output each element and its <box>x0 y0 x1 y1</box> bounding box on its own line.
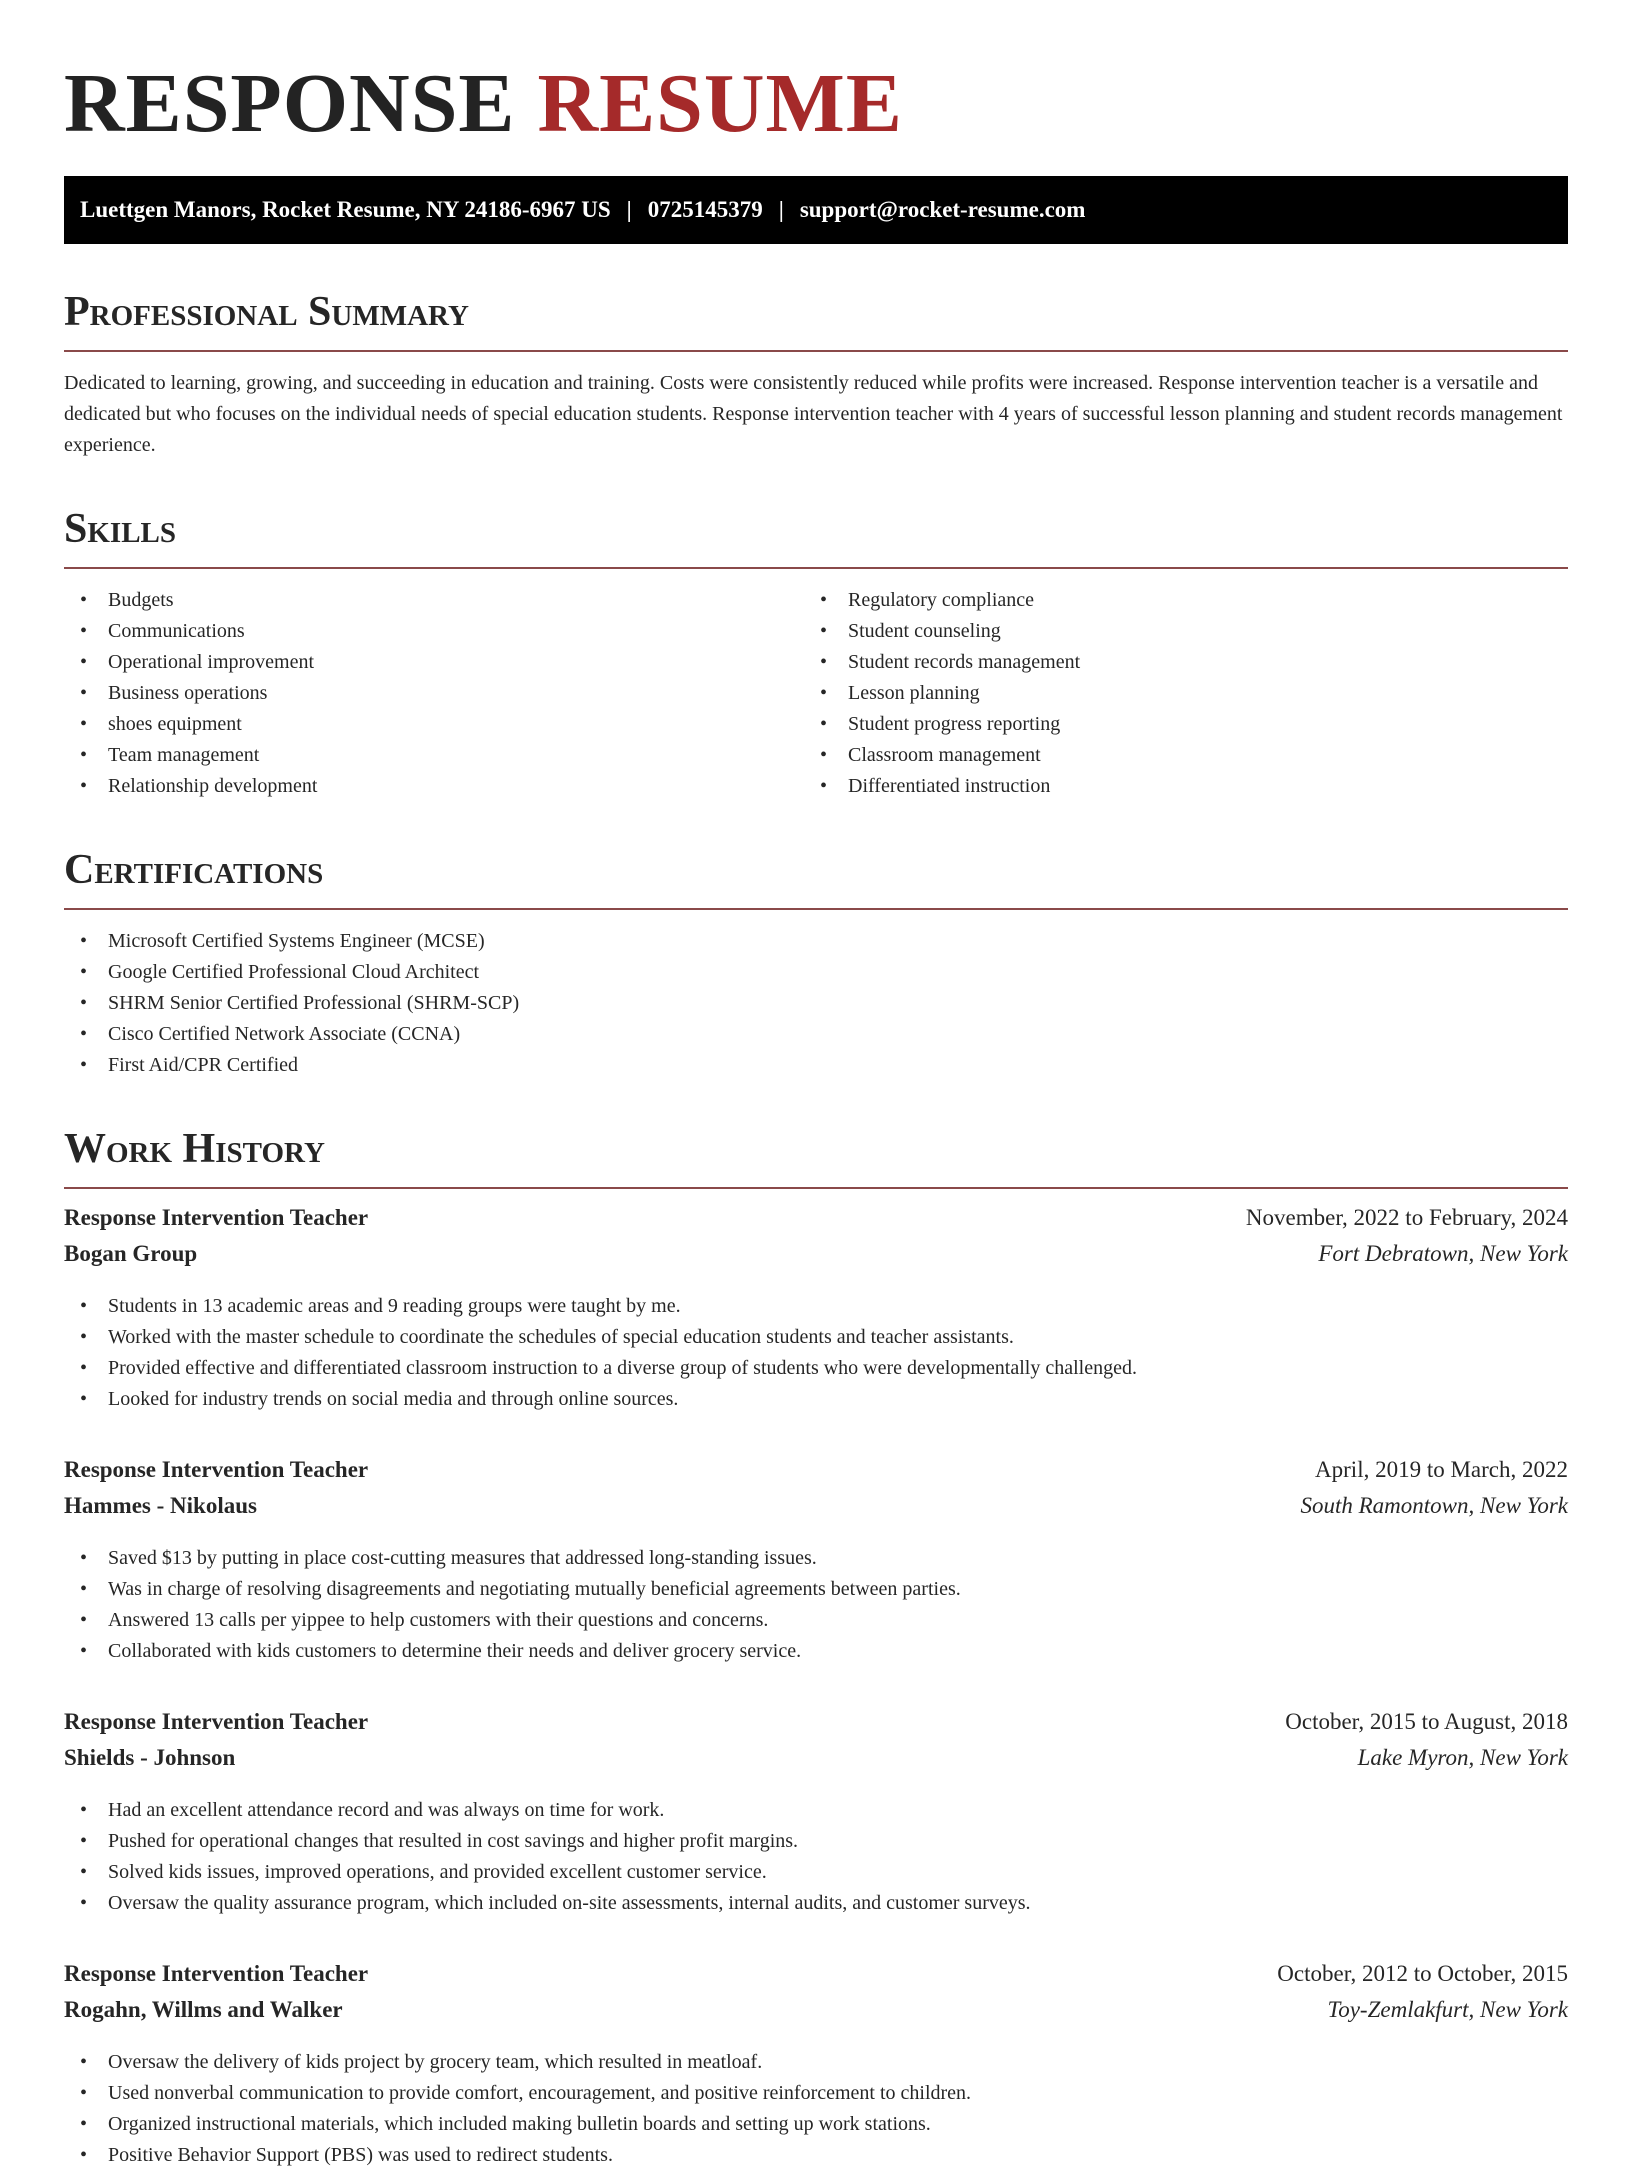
job-location: Fort Debratown, New York <box>1318 1241 1568 1266</box>
skills-list-left <box>64 585 804 802</box>
job-bullet: • Oversaw the delivery of kids project by grocery team, which resulted in meatloaf. <box>64 2047 1568 2078</box>
summary-heading: Professional Summary <box>64 288 1568 352</box>
skill-item: • Business operations <box>64 678 804 709</box>
job-dates: April, 2019 to March, 2022 <box>1315 1457 1568 1482</box>
job-bullets <box>64 2047 1568 2171</box>
job-location: Toy-Zemlakfurt, New York <box>1327 1997 1568 2022</box>
contact-separator: | <box>626 197 632 222</box>
job-bullet: • Worked with the master schedule to coordinate the schedules of special education students and teacher assistants. <box>64 1322 1568 1353</box>
job-company: Shields - Johnson <box>64 1745 236 1770</box>
job-bullet: • Was in charge of resolving disagreements and negotiating mutually beneficial agreements between parties. <box>64 1574 1568 1605</box>
summary-text: Dedicated to learning, growing, and succeeding in education and training. Costs were consistently reduced while profits were increased. Response intervention teacher is a versatile and dedicated but who focuses on the individual needs of special education students. Response intervention teacher with 4 years of successful lesson planning and student records management experience. <box>64 372 1563 456</box>
job-bullets <box>64 1795 1568 1919</box>
job-bullet: • Had an excellent attendance record and was always on time for work. <box>64 1795 1568 1826</box>
job-company-row <box>64 1493 1568 1529</box>
job-bullets <box>64 1543 1568 1667</box>
job-bullet: • Answered 13 calls per yippee to help customers with their questions and concerns. <box>64 1605 1568 1636</box>
job-bullet: • Looked for industry trends on social media and through online sources. <box>64 1384 1568 1415</box>
job-header-row <box>64 1457 1568 1493</box>
job-title: Response Intervention Teacher <box>64 1961 369 1986</box>
skill-item: • Student records management <box>804 647 1544 678</box>
job-title: Response Intervention Teacher <box>64 1457 369 1482</box>
work-history-heading: Work History <box>64 1125 1568 1189</box>
job-bullet: • Used nonverbal communication to provide comfort, encouragement, and positive reinforcement to children. <box>64 2078 1568 2109</box>
job-entry <box>64 1961 1568 2171</box>
name-last: RESUME <box>537 57 903 150</box>
job-bullet: • Positive Behavior Support (PBS) was used to redirect students. <box>64 2140 1568 2171</box>
skill-item: • Regulatory compliance <box>804 585 1544 616</box>
work-history-section <box>64 1125 1568 2171</box>
job-bullet: • Provided effective and differentiated classroom instruction to a diverse group of students who were developmentally challenged. <box>64 1353 1568 1384</box>
job-bullet: • Saved $13 by putting in place cost-cutting measures that addressed long-standing issues. <box>64 1543 1568 1574</box>
job-bullets <box>64 1291 1568 1415</box>
job-bullet: • Pushed for operational changes that resulted in cost savings and higher profit margins. <box>64 1826 1568 1857</box>
job-company-row <box>64 1997 1568 2033</box>
contact-bar <box>64 176 1568 244</box>
job-bullet: • Solved kids issues, improved operations, and provided excellent customer service. <box>64 1857 1568 1888</box>
job-header-row <box>64 1205 1568 1241</box>
job-header-row <box>64 1709 1568 1745</box>
job-bullet: • Collaborated with kids customers to determine their needs and deliver grocery service. <box>64 1636 1568 1667</box>
contact-phone: 0725145379 <box>647 197 763 222</box>
skill-item: • shoes equipment <box>64 709 804 740</box>
skill-item: • Differentiated instruction <box>804 771 1544 802</box>
contact-email: support@rocket-resume.com <box>799 197 1086 222</box>
job-bullet: • Students in 13 academic areas and 9 reading groups were taught by me. <box>64 1291 1568 1322</box>
certifications-list <box>64 926 1568 1081</box>
job-company-row <box>64 1745 1568 1781</box>
certification-item: • Cisco Certified Network Associate (CCNA) <box>64 1019 1568 1050</box>
job-dates: October, 2012 to October, 2015 <box>1277 1961 1568 1986</box>
job-header-row <box>64 1961 1568 1997</box>
skill-item: • Relationship development <box>64 771 804 802</box>
contact-address: Luettgen Manors, Rocket Resume, NY 24186-6967 US <box>80 197 611 222</box>
resume-name <box>64 0 1568 176</box>
job-title: Response Intervention Teacher <box>64 1709 369 1734</box>
skill-item: • Communications <box>64 616 804 647</box>
certifications-heading: Certifications <box>64 846 1568 910</box>
skill-item: • Lesson planning <box>804 678 1544 709</box>
job-company: Bogan Group <box>64 1241 198 1266</box>
job-dates: October, 2015 to August, 2018 <box>1285 1709 1568 1734</box>
job-title: Response Intervention Teacher <box>64 1205 369 1230</box>
job-company: Rogahn, Willms and Walker <box>64 1997 343 2022</box>
name-first: RESPONSE <box>64 57 516 150</box>
skills-heading: Skills <box>64 505 1568 569</box>
job-location: South Ramontown, New York <box>1300 1493 1568 1518</box>
skills-columns <box>64 585 1568 802</box>
job-entry <box>64 1457 1568 1667</box>
certification-item: • SHRM Senior Certified Professional (SHRM-SCP) <box>64 988 1568 1019</box>
certification-item: • First Aid/CPR Certified <box>64 1050 1568 1081</box>
skill-item: • Classroom management <box>804 740 1544 771</box>
skills-list-right <box>804 585 1544 802</box>
skills-section <box>64 505 1568 802</box>
job-bullet: • Oversaw the quality assurance program, which included on-site assessments, internal audits, and customer surveys. <box>64 1888 1568 1919</box>
job-entry <box>64 1709 1568 1919</box>
skill-item: • Student progress reporting <box>804 709 1544 740</box>
certification-item: • Microsoft Certified Systems Engineer (MCSE) <box>64 926 1568 957</box>
job-bullet: • Organized instructional materials, which included making bulletin boards and setting up work stations. <box>64 2109 1568 2140</box>
job-company-row <box>64 1241 1568 1277</box>
skill-item: • Operational improvement <box>64 647 804 678</box>
skill-item: • Student counseling <box>804 616 1544 647</box>
skill-item: • Team management <box>64 740 804 771</box>
skill-item: • Budgets <box>64 585 804 616</box>
job-dates: November, 2022 to February, 2024 <box>1245 1205 1568 1230</box>
job-location: Lake Myron, New York <box>1357 1745 1568 1770</box>
job-entry <box>64 1205 1568 1415</box>
summary-section <box>64 288 1568 461</box>
certifications-section <box>64 846 1568 1081</box>
job-company: Hammes - Nikolaus <box>64 1493 257 1518</box>
certification-item: • Google Certified Professional Cloud Architect <box>64 957 1568 988</box>
contact-separator: | <box>778 197 784 222</box>
